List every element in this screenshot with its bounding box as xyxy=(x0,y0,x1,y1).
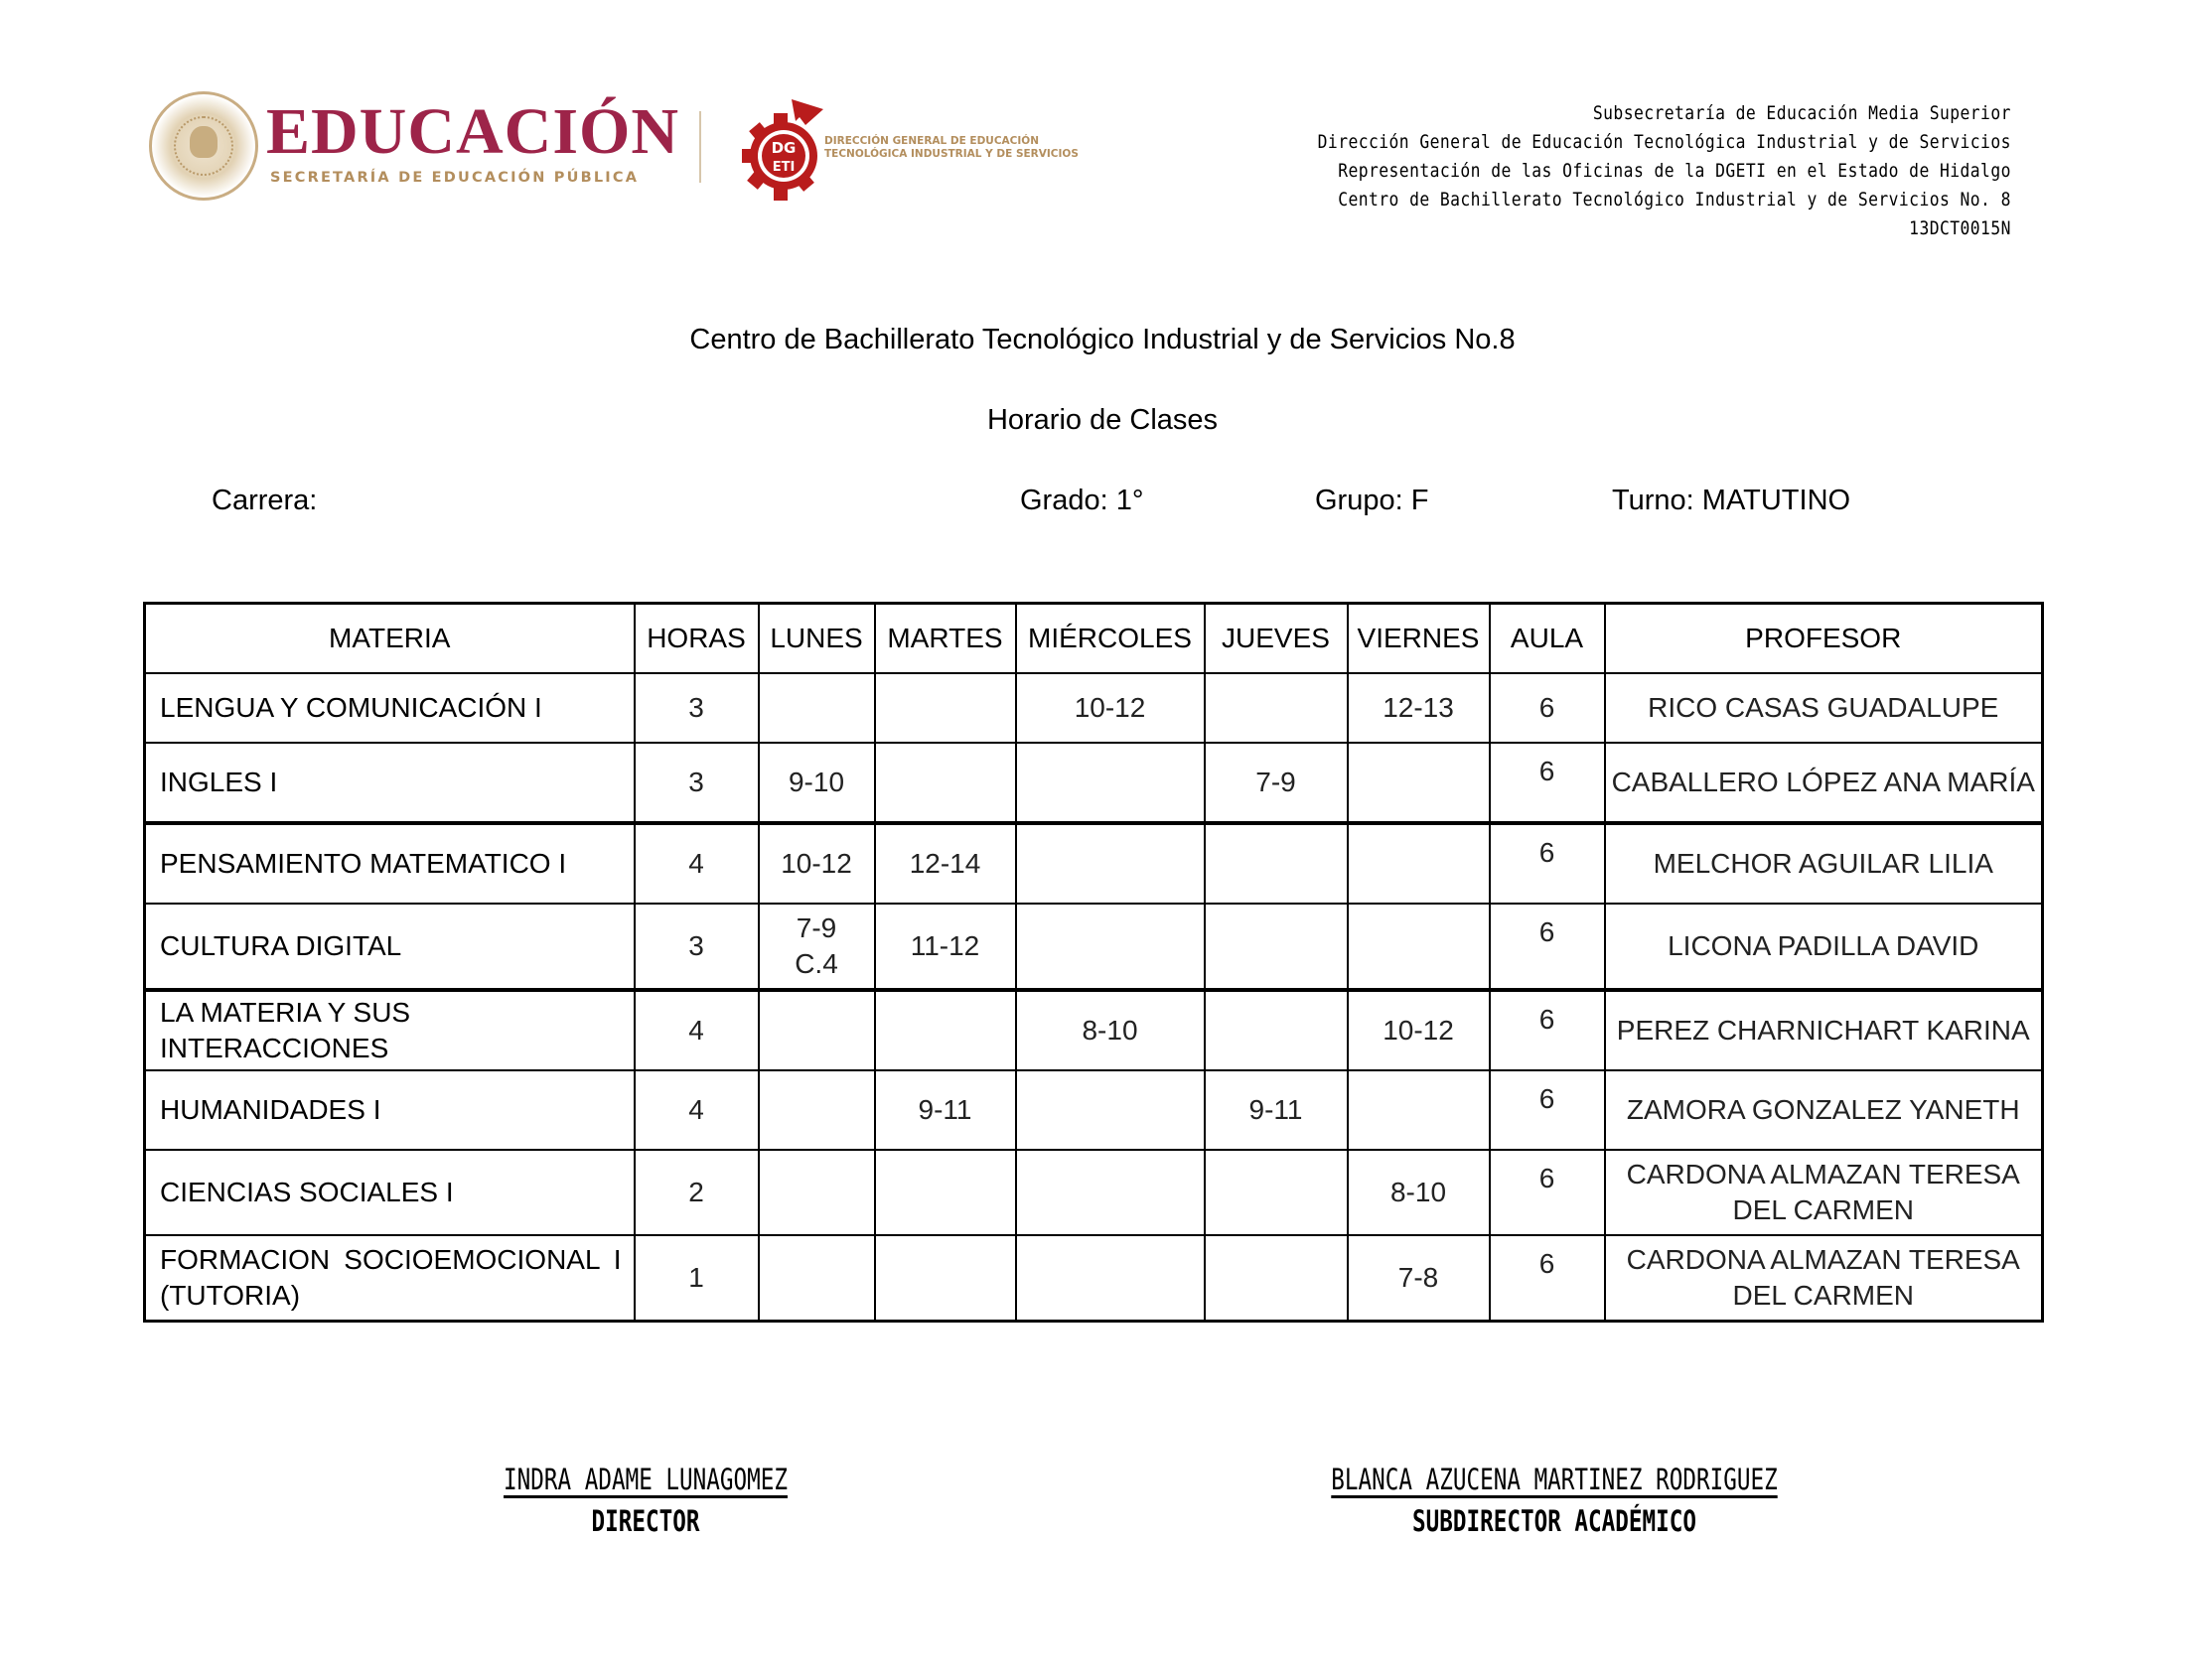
aula-value: 6 xyxy=(1538,1083,1555,1114)
horas-value: 3 xyxy=(688,692,704,723)
cell-aula xyxy=(1490,673,1605,743)
lunes-time: 10-12 xyxy=(781,848,852,879)
logo-divider xyxy=(699,111,701,183)
materia-text: CIENCIAS SOCIALES I xyxy=(160,1177,454,1207)
cell-martes xyxy=(875,823,1016,904)
lunes-room: C.4 xyxy=(795,948,838,979)
materia-text: LENGUA Y COMUNICACIÓN I xyxy=(160,692,542,723)
horas-value: 4 xyxy=(688,848,704,879)
signature-subdirector xyxy=(1267,1463,1840,1538)
horas-value: 4 xyxy=(688,1094,704,1125)
viernes-time: 7-8 xyxy=(1397,1262,1439,1293)
cell-lunes xyxy=(759,1235,875,1322)
sep-logo-title: EDUCACIÓN xyxy=(266,95,680,168)
signature-name: BLANCA AZUCENA MARTINEZ RODRIGUEZ xyxy=(1331,1463,1778,1496)
cell-martes xyxy=(875,990,1016,1070)
carrera-label: Carrera: xyxy=(212,485,318,516)
horas-value: 4 xyxy=(688,1015,704,1046)
profesor-name: PEREZ CHARNICHART KARINA xyxy=(1616,1015,2030,1046)
institution-line: Dirección General de Educación Tecnológica Industrial y de Servicios xyxy=(1317,131,2011,153)
cell-horas xyxy=(635,823,759,904)
eagle-emblem xyxy=(190,126,218,158)
jueves-time: 9-11 xyxy=(1248,1094,1303,1125)
cell-horas xyxy=(635,743,759,823)
cell-lunes xyxy=(759,673,875,743)
header-horas: HORAS xyxy=(635,604,759,674)
header-lunes: LUNES xyxy=(759,604,875,674)
aula-value: 6 xyxy=(1538,692,1555,723)
aula-value: 6 xyxy=(1538,1248,1555,1279)
cell-miercoles xyxy=(1016,990,1205,1070)
profesor-name: CARDONA ALMAZAN TERESA xyxy=(1626,1159,2020,1190)
header-materia: MATERIA xyxy=(145,604,635,674)
document-title: Horario de Clases xyxy=(986,404,1219,436)
jueves-time: 7-9 xyxy=(1255,767,1296,797)
horas-value: 3 xyxy=(688,930,704,961)
institution-line: Representación de las Oficinas de la DGETI en el Estado de Hidalgo xyxy=(1338,160,2011,182)
horas-value: 2 xyxy=(688,1177,704,1207)
institution-header xyxy=(1318,99,2011,243)
cell-viernes xyxy=(1348,1235,1490,1322)
lunes-time: 9-10 xyxy=(788,767,845,797)
cell-aula xyxy=(1490,1235,1605,1322)
aula-value: 6 xyxy=(1538,756,1555,786)
header-martes: MARTES xyxy=(875,604,1016,674)
table-row xyxy=(145,823,2043,904)
header-profesor: PROFESOR xyxy=(1605,604,2043,674)
cell-materia xyxy=(145,1150,635,1235)
cell-materia xyxy=(145,823,635,904)
aula-value: 6 xyxy=(1538,916,1555,947)
cell-materia xyxy=(145,1070,635,1150)
cell-profesor xyxy=(1605,1070,2043,1150)
cell-jueves xyxy=(1205,1070,1348,1150)
table-header-row xyxy=(145,604,2043,674)
cell-materia xyxy=(145,990,635,1070)
viernes-time: 10-12 xyxy=(1383,1015,1454,1046)
cell-profesor xyxy=(1605,990,2043,1070)
cell-miercoles xyxy=(1016,904,1205,990)
cell-profesor xyxy=(1605,743,2043,823)
table-row xyxy=(145,1070,2043,1150)
cell-profesor xyxy=(1605,823,2043,904)
materia-text: INGLES I xyxy=(160,767,278,797)
profesor-name: MELCHOR AGUILAR LILIA xyxy=(1653,848,1993,879)
aula-value: 6 xyxy=(1538,1004,1555,1035)
cell-aula xyxy=(1490,990,1605,1070)
header-aula: AULA xyxy=(1490,604,1605,674)
signature-director xyxy=(374,1463,917,1538)
martes-time: 12-14 xyxy=(909,848,981,879)
cell-aula xyxy=(1490,1150,1605,1235)
grado-label: Grado: 1° xyxy=(1020,485,1144,516)
cell-aula xyxy=(1490,823,1605,904)
dgeti-initials-top: DG xyxy=(771,139,797,157)
table-row xyxy=(145,904,2043,990)
cell-lunes xyxy=(759,823,875,904)
cell-materia xyxy=(145,743,635,823)
cell-viernes xyxy=(1348,1150,1490,1235)
profesor-name: LICONA PADILLA DAVID xyxy=(1668,930,1979,961)
cell-profesor xyxy=(1605,1150,2043,1235)
martes-time: 9-11 xyxy=(918,1094,972,1125)
cell-horas xyxy=(635,673,759,743)
institution-line: Centro de Bachillerato Tecnológico Industrial y de Servicios No. 8 xyxy=(1338,189,2011,210)
cell-horas xyxy=(635,1235,759,1322)
cell-jueves xyxy=(1205,823,1348,904)
cell-profesor xyxy=(1605,1235,2043,1322)
cell-horas xyxy=(635,1070,759,1150)
institution-line: Subsecretaría de Educación Media Superior xyxy=(1593,102,2011,124)
grupo-label: Grupo: F xyxy=(1315,485,1429,516)
cell-miercoles xyxy=(1016,1150,1205,1235)
table-row xyxy=(145,1235,2043,1322)
cell-jueves xyxy=(1205,673,1348,743)
profesor-name-cont: DEL CARMEN xyxy=(1732,1280,1915,1311)
cell-lunes xyxy=(759,1070,875,1150)
cell-lunes xyxy=(759,990,875,1070)
signature-name: INDRA ADAME LUNAGOMEZ xyxy=(504,1463,788,1496)
cell-jueves xyxy=(1205,1150,1348,1235)
cell-viernes xyxy=(1348,1070,1490,1150)
school-code: 13DCT0015N xyxy=(1909,217,2011,239)
school-name: Centro de Bachillerato Tecnológico Industrial y de Servicios No.8 xyxy=(689,324,1516,355)
cell-jueves xyxy=(1205,1235,1348,1322)
sep-logo-subtitle: SECRETARÍA DE EDUCACIÓN PÚBLICA xyxy=(270,170,640,186)
lunes-time: 7-9 xyxy=(796,912,837,943)
table-row xyxy=(145,990,2043,1070)
profesor-name: ZAMORA GONZALEZ YANETH xyxy=(1626,1094,2020,1125)
materia-text: CULTURA DIGITAL xyxy=(160,930,402,961)
cell-martes xyxy=(875,743,1016,823)
cell-miercoles xyxy=(1016,1070,1205,1150)
cell-aula xyxy=(1490,1070,1605,1150)
profesor-name-cont: DEL CARMEN xyxy=(1732,1194,1915,1225)
profesor-name: CARDONA ALMAZAN TERESA xyxy=(1626,1244,2020,1275)
cell-horas xyxy=(635,1150,759,1235)
cell-aula xyxy=(1490,904,1605,990)
cell-jueves xyxy=(1205,743,1348,823)
materia-text: PENSAMIENTO MATEMATICO I xyxy=(160,848,567,879)
cell-lunes xyxy=(759,1150,875,1235)
miercoles-time: 10-12 xyxy=(1074,692,1146,723)
viernes-time: 8-10 xyxy=(1389,1177,1447,1207)
materia-text: FORMACION SOCIOEMOCIONAL I (TUTORIA) xyxy=(160,1244,622,1311)
cell-lunes xyxy=(759,904,875,990)
horas-value: 1 xyxy=(688,1262,704,1293)
header-viernes: VIERNES xyxy=(1348,604,1490,674)
cell-materia xyxy=(145,673,635,743)
profesor-name: RICO CASAS GUADALUPE xyxy=(1648,692,1999,723)
aula-value: 6 xyxy=(1538,1163,1555,1193)
cell-materia xyxy=(145,904,635,990)
cell-martes xyxy=(875,1150,1016,1235)
header-miercoles: MIÉRCOLES xyxy=(1016,604,1205,674)
cell-viernes xyxy=(1348,990,1490,1070)
table-row xyxy=(145,1150,2043,1235)
cell-martes xyxy=(875,904,1016,990)
viernes-time: 12-13 xyxy=(1383,692,1454,723)
miercoles-time: 8-10 xyxy=(1082,1015,1138,1046)
cell-horas xyxy=(635,990,759,1070)
signature-role: DIRECTOR xyxy=(591,1504,700,1538)
cell-martes xyxy=(875,1070,1016,1150)
cell-viernes xyxy=(1348,673,1490,743)
signature-role: SUBDIRECTOR ACADÉMICO xyxy=(1412,1504,1696,1538)
mexico-coat-of-arms-seal-icon xyxy=(149,91,258,201)
turno-label: Turno: MATUTINO xyxy=(1612,485,1851,516)
cell-profesor xyxy=(1605,673,2043,743)
materia-text: HUMANIDADES I xyxy=(160,1094,381,1125)
cell-jueves xyxy=(1205,990,1348,1070)
cell-profesor xyxy=(1605,904,2043,990)
cell-viernes xyxy=(1348,823,1490,904)
cell-miercoles xyxy=(1016,673,1205,743)
table-row xyxy=(145,743,2043,823)
dgeti-logo-text xyxy=(824,135,1079,161)
header-jueves: JUEVES xyxy=(1205,604,1348,674)
cell-viernes xyxy=(1348,743,1490,823)
cell-miercoles xyxy=(1016,1235,1205,1322)
cell-lunes xyxy=(759,743,875,823)
schedule-table xyxy=(143,602,2044,1323)
dgeti-line-2: TECNOLÓGICA INDUSTRIAL Y DE SERVICIOS xyxy=(824,148,1079,160)
cell-horas xyxy=(635,904,759,990)
horas-value: 3 xyxy=(688,767,704,797)
dgeti-gear-arrow-icon xyxy=(740,95,834,203)
cell-miercoles xyxy=(1016,743,1205,823)
dgeti-initials-bottom: ETI xyxy=(772,160,796,175)
dgeti-line-1: DIRECCIÓN GENERAL DE EDUCACIÓN xyxy=(824,135,1039,147)
table-row xyxy=(145,673,2043,743)
cell-martes xyxy=(875,1235,1016,1322)
materia-text: LA MATERIA Y SUS INTERACCIONES xyxy=(160,997,411,1063)
cell-viernes xyxy=(1348,904,1490,990)
cell-martes xyxy=(875,673,1016,743)
cell-aula xyxy=(1490,743,1605,823)
cell-jueves xyxy=(1205,904,1348,990)
aula-value: 6 xyxy=(1538,837,1555,868)
cell-materia xyxy=(145,1235,635,1322)
martes-time: 11-12 xyxy=(910,930,980,961)
cell-miercoles xyxy=(1016,823,1205,904)
profesor-name: CABALLERO LÓPEZ ANA MARÍA xyxy=(1611,767,2035,797)
